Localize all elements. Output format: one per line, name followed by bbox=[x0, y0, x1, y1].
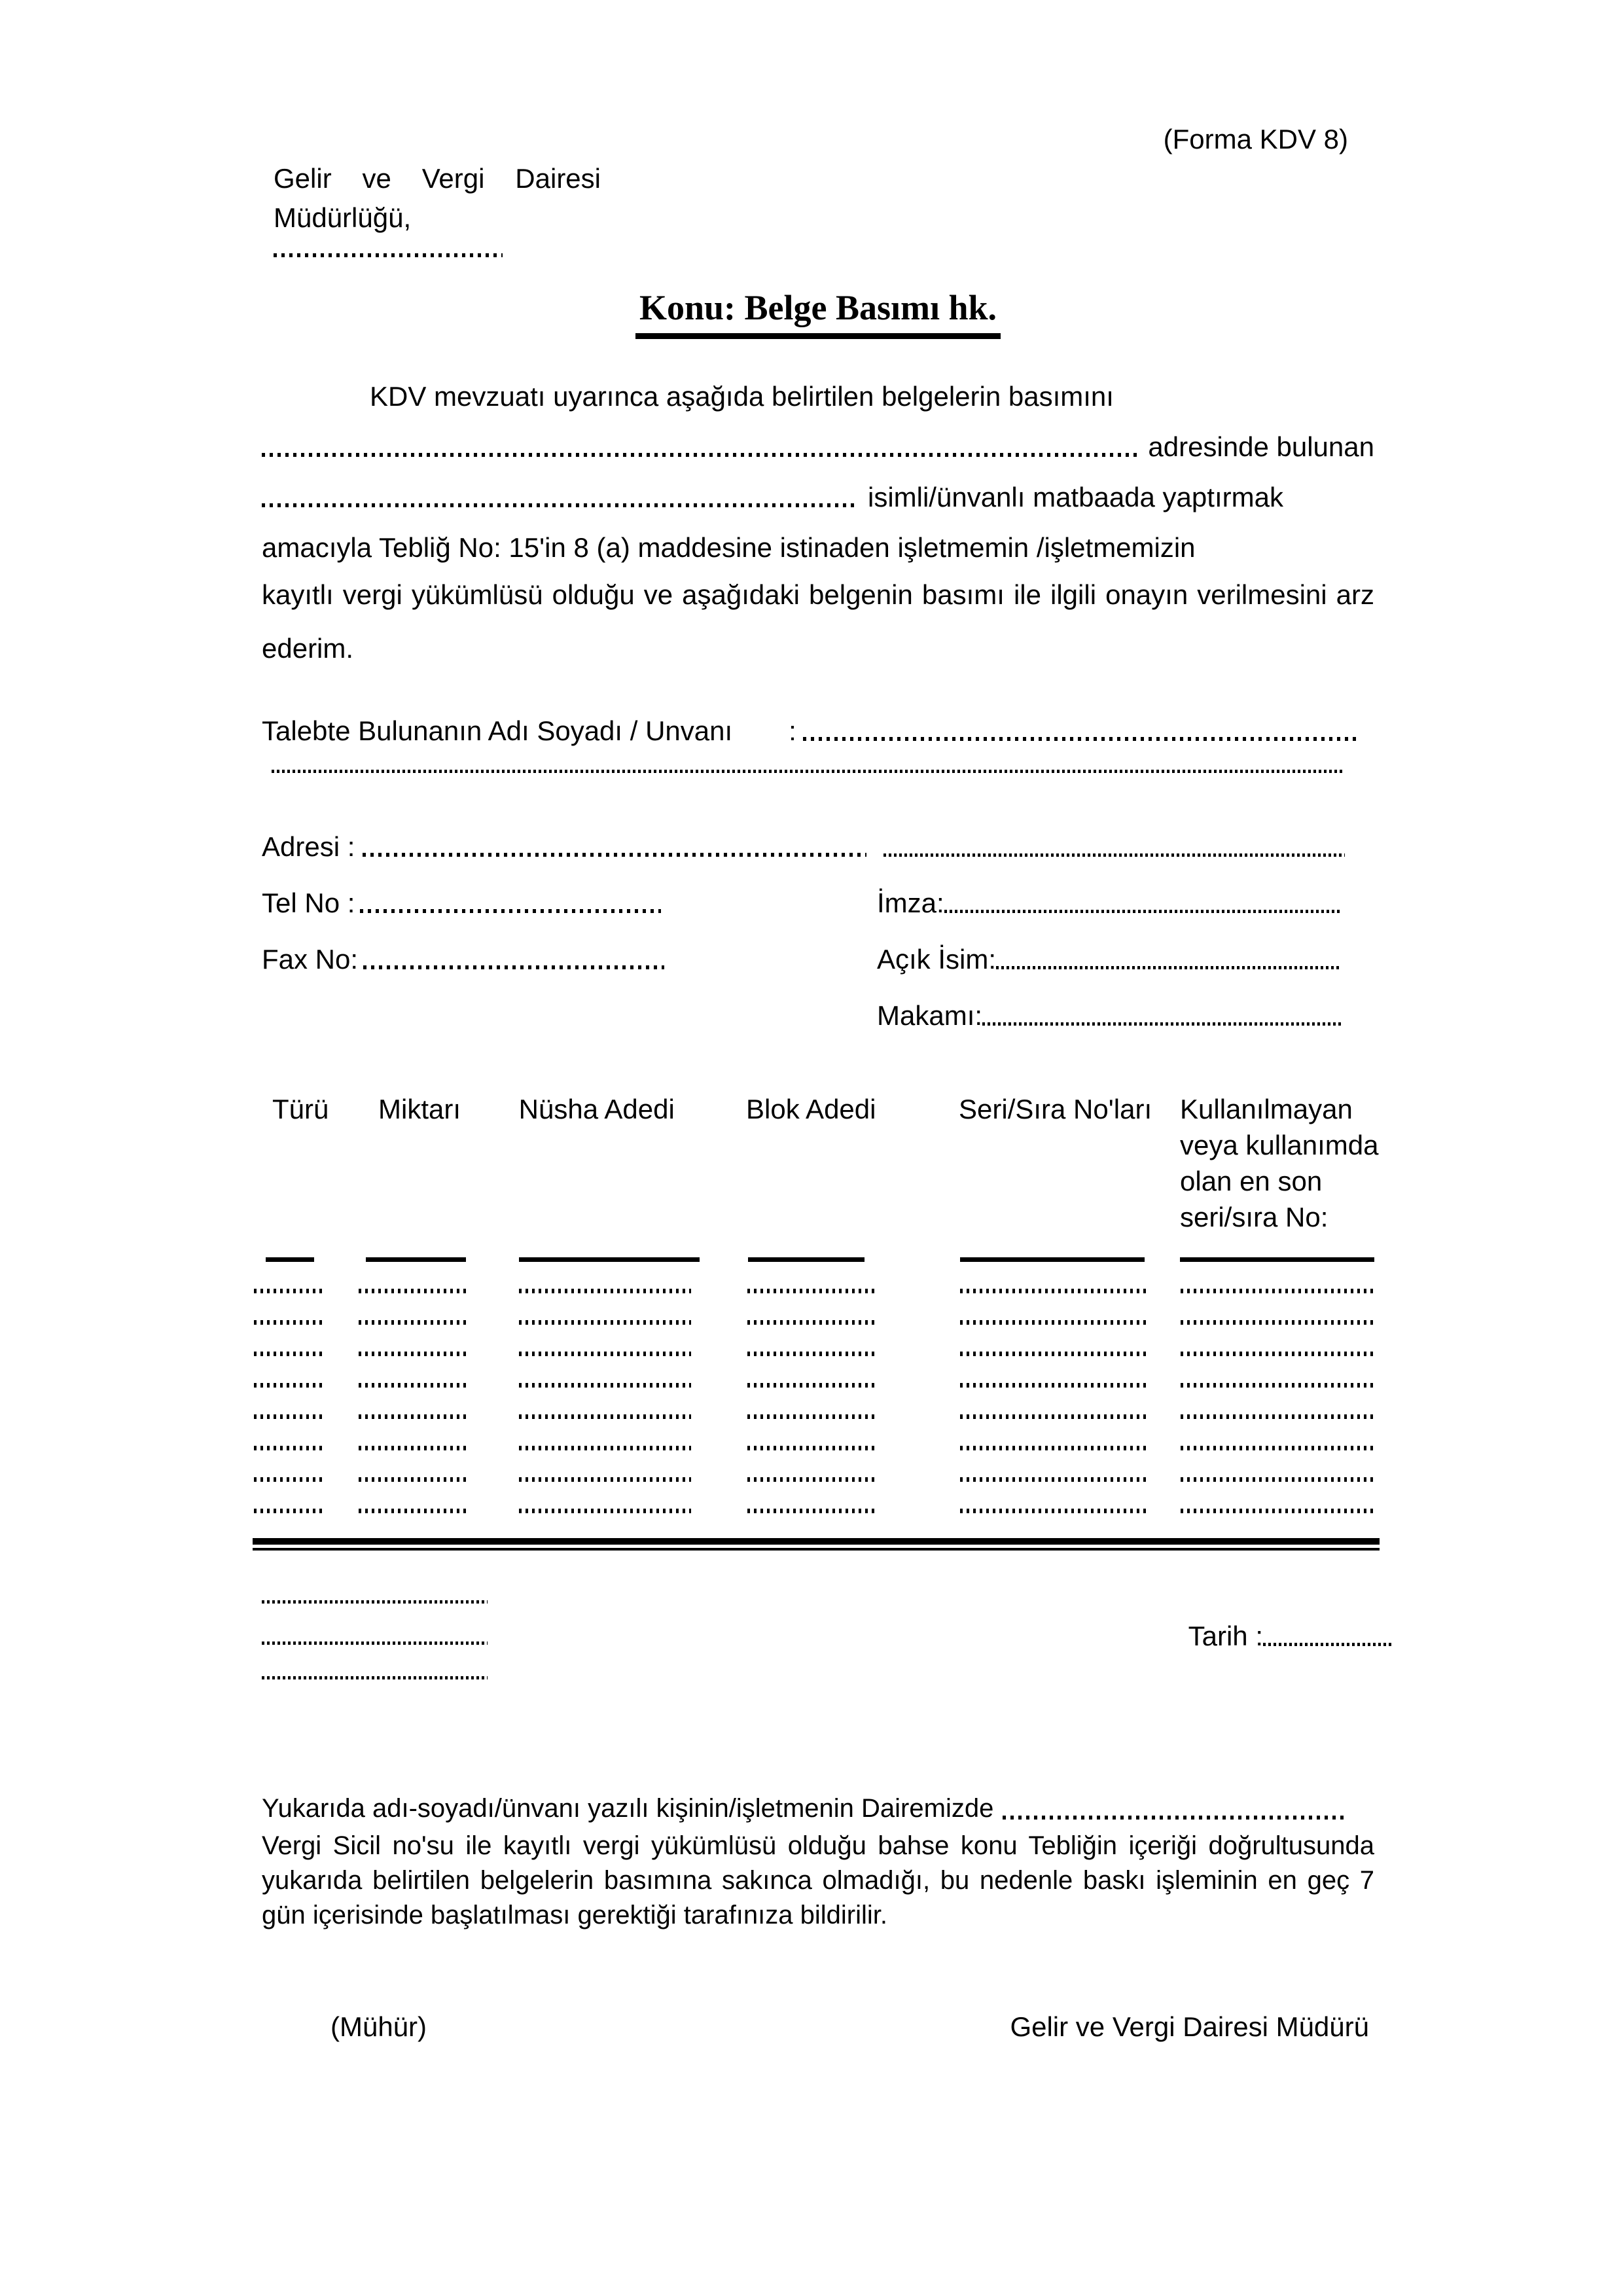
printer-name-fill-dotted-line bbox=[262, 503, 857, 507]
tel-field bbox=[262, 888, 877, 918]
table-header-row bbox=[262, 1091, 1379, 1235]
table-row bbox=[262, 1450, 1374, 1482]
table-cell-dotted bbox=[519, 1289, 691, 1293]
header-kullanilmayan: Kullanılmayan veya kullanımda olan en son seri/sıra No: bbox=[1180, 1093, 1379, 1232]
table-cell-dotted bbox=[519, 1352, 691, 1356]
underline-cell bbox=[519, 1257, 700, 1262]
subject-title: Konu: Belge Basımı hk. bbox=[635, 287, 1001, 339]
table-cell-dotted bbox=[1181, 1289, 1374, 1293]
table-row bbox=[262, 1356, 1374, 1388]
table-cell-dotted bbox=[254, 1352, 322, 1356]
signature-area-dotted-line-1 bbox=[262, 1600, 488, 1604]
address-row bbox=[262, 814, 1374, 870]
table-cell-dotted bbox=[747, 1289, 875, 1293]
table-cell-dotted bbox=[960, 1509, 1149, 1513]
underline-cell bbox=[366, 1257, 466, 1262]
office-label: Makamı: bbox=[877, 999, 983, 1031]
applicant-dotted-line bbox=[803, 737, 1356, 741]
table-cell-dotted bbox=[519, 1477, 691, 1482]
table-cell-dotted bbox=[359, 1289, 467, 1293]
fax-field bbox=[262, 944, 877, 975]
table-cell-dotted bbox=[1181, 1383, 1374, 1388]
intro-paragraph bbox=[262, 368, 1374, 670]
header-miktari: Miktarı bbox=[378, 1093, 461, 1124]
full-name-dotted-line bbox=[996, 966, 1342, 969]
table-blank-rows bbox=[262, 1262, 1374, 1513]
closing-line-4: gün içerisinde başlatılması gerektiği tarafınıza bildirilir. bbox=[262, 1900, 887, 1929]
form-code: (Forma KDV 8) bbox=[1163, 124, 1348, 154]
table-cell-dotted bbox=[1181, 1477, 1374, 1482]
full-name-label: Açık İsim: bbox=[877, 943, 997, 975]
address-dotted-line-2 bbox=[883, 853, 1345, 857]
table-row bbox=[262, 1482, 1374, 1513]
table-cell-dotted bbox=[1181, 1414, 1374, 1419]
table-cell-dotted bbox=[960, 1352, 1149, 1356]
intro-line-3: isimli/ünvanlı matbaada yaptırmak bbox=[262, 469, 1374, 519]
header-seri-sira-nolari: Seri/Sıra No'ları bbox=[959, 1093, 1152, 1124]
date-label: Tarih : bbox=[1188, 1620, 1263, 1651]
intro-line-4: amacıyla Tebliğ No: 15'in 8 (a) maddesine istinaden işletmemin /işletmemizin bbox=[262, 531, 1196, 563]
signature-area-dotted-line-2 bbox=[262, 1641, 488, 1645]
table-bottom-double-rule bbox=[253, 1538, 1380, 1551]
table-cell-dotted bbox=[359, 1477, 467, 1482]
table-row bbox=[262, 1293, 1374, 1325]
table-cell-dotted bbox=[960, 1446, 1149, 1450]
signature-label: İmza: bbox=[877, 887, 944, 918]
table-cell-dotted bbox=[960, 1414, 1149, 1419]
table-row bbox=[262, 1419, 1374, 1450]
closing-line-1: Yukarıda adı-soyadı/ünvanı yazılı kişinin/işletmenin Dairemizde bbox=[262, 1794, 1374, 1829]
applicant-overflow-dotted-line bbox=[272, 770, 1343, 773]
table-cell-dotted bbox=[359, 1352, 467, 1356]
table-row bbox=[262, 1325, 1374, 1356]
intro-line-5: kayıtlı vergi yükümlüsü olduğu ve aşağıdaki belgenin basımı ile ilgili onayın verilmesini arz bbox=[262, 579, 1374, 610]
table-cell-dotted bbox=[1181, 1320, 1374, 1325]
signature-field bbox=[877, 888, 1374, 918]
table-cell-dotted bbox=[254, 1509, 322, 1513]
table-cell-dotted bbox=[1181, 1446, 1374, 1450]
table-cell-dotted bbox=[359, 1446, 467, 1450]
table-cell-dotted bbox=[747, 1320, 875, 1325]
table-cell-dotted bbox=[747, 1383, 875, 1388]
table-cell-dotted bbox=[519, 1320, 691, 1325]
table-cell-dotted bbox=[254, 1477, 322, 1482]
address-fill-dotted-line bbox=[262, 453, 1137, 457]
closing-line-2: Vergi Sicil no'su ile kayıtlı vergi yükümlüsü olduğu bahse konu Tebliğin içeriği doğrultusunda bbox=[262, 1831, 1374, 1860]
table-cell-dotted bbox=[254, 1446, 322, 1450]
table-cell-dotted bbox=[519, 1383, 691, 1388]
table-cell-dotted bbox=[747, 1414, 875, 1419]
table-cell-dotted bbox=[747, 1477, 875, 1482]
table-cell-dotted bbox=[960, 1320, 1149, 1325]
fax-fullname-row bbox=[262, 926, 1374, 982]
underline-cell bbox=[266, 1257, 314, 1262]
header-turu: Türü bbox=[272, 1093, 329, 1124]
table-cell-dotted bbox=[254, 1289, 322, 1293]
table-cell-dotted bbox=[254, 1414, 322, 1419]
table-cell-dotted bbox=[254, 1320, 322, 1325]
subject-title-wrap bbox=[262, 287, 1374, 339]
intro-line-2: adresinde bulunan bbox=[262, 418, 1374, 469]
closing-line-3: yukarıda belirtilen belgelerin basımına sakınca olmadığı, bu nedenle baskı işleminin en geç 7 bbox=[262, 1865, 1374, 1895]
table-cell-dotted bbox=[1181, 1509, 1374, 1513]
addressee-line-1: Gelir ve Vergi Dairesi bbox=[274, 163, 601, 194]
header-blok-adedi: Blok Adedi bbox=[746, 1093, 876, 1124]
applicant-label: Talebte Bulunanın Adı Soyadı / Unvanı bbox=[262, 715, 733, 746]
table-cell-dotted bbox=[359, 1383, 467, 1388]
office-row bbox=[877, 982, 1374, 1039]
seal-label: (Mühür) bbox=[330, 2011, 427, 2042]
applicant-row bbox=[262, 698, 1374, 754]
signatory-title: Gelir ve Vergi Dairesi Müdürü bbox=[1010, 2011, 1369, 2042]
fax-label: Fax No: bbox=[262, 943, 359, 975]
table-cell-dotted bbox=[519, 1414, 691, 1419]
tel-dotted-line bbox=[360, 909, 661, 913]
tel-signature-row bbox=[262, 870, 1374, 926]
table-cell-dotted bbox=[960, 1289, 1149, 1293]
underline-cell bbox=[1180, 1257, 1374, 1262]
table-cell-dotted bbox=[359, 1509, 467, 1513]
requester-signature-block bbox=[262, 1600, 1374, 1731]
table-cell-dotted bbox=[747, 1446, 875, 1450]
table-cell-dotted bbox=[359, 1320, 467, 1325]
table-underline-row bbox=[262, 1257, 1374, 1262]
intro-line-6: ederim. bbox=[262, 632, 354, 664]
table-cell-dotted bbox=[254, 1383, 322, 1388]
applicant-colon: : bbox=[789, 715, 796, 746]
signature-dotted-line bbox=[944, 910, 1342, 913]
addressee-dotted-line bbox=[274, 253, 503, 257]
table-cell-dotted bbox=[519, 1446, 691, 1450]
office-dotted-line bbox=[982, 1022, 1342, 1026]
table-cell-dotted bbox=[519, 1509, 691, 1513]
underline-cell bbox=[748, 1257, 865, 1262]
table-cell-dotted bbox=[747, 1352, 875, 1356]
date-dotted-line bbox=[1263, 1643, 1394, 1646]
addressee-block bbox=[274, 164, 601, 257]
table-row bbox=[262, 1388, 1374, 1419]
address-dotted-line-1 bbox=[363, 853, 866, 857]
table-row bbox=[262, 1262, 1374, 1293]
underline-cell bbox=[960, 1257, 1145, 1262]
header-nusha-adedi: Nüsha Adedi bbox=[518, 1093, 675, 1124]
intro-line-1: KDV mevzuatı uyarınca aşağıda belirtilen belgelerin basımını bbox=[370, 380, 1114, 412]
table-cell-dotted bbox=[747, 1509, 875, 1513]
table-cell-dotted bbox=[960, 1477, 1149, 1482]
closing-paragraph bbox=[262, 1794, 1374, 1933]
addressee-line-2: Müdürlüğü, bbox=[274, 202, 412, 234]
tel-label: Tel No : bbox=[262, 887, 355, 918]
date-field bbox=[1188, 1619, 1394, 1658]
table-cell-dotted bbox=[1181, 1352, 1374, 1356]
address-label: Adresi : bbox=[262, 831, 355, 862]
table-cell-dotted bbox=[359, 1414, 467, 1419]
registry-number-dotted-line bbox=[1003, 1816, 1345, 1820]
table-cell-dotted bbox=[960, 1383, 1149, 1388]
footer-row bbox=[262, 2011, 1374, 2042]
fax-dotted-line bbox=[363, 965, 664, 969]
signature-area-dotted-line-3 bbox=[262, 1676, 488, 1679]
print-request-table bbox=[262, 1091, 1379, 1551]
full-name-field bbox=[877, 944, 1374, 975]
